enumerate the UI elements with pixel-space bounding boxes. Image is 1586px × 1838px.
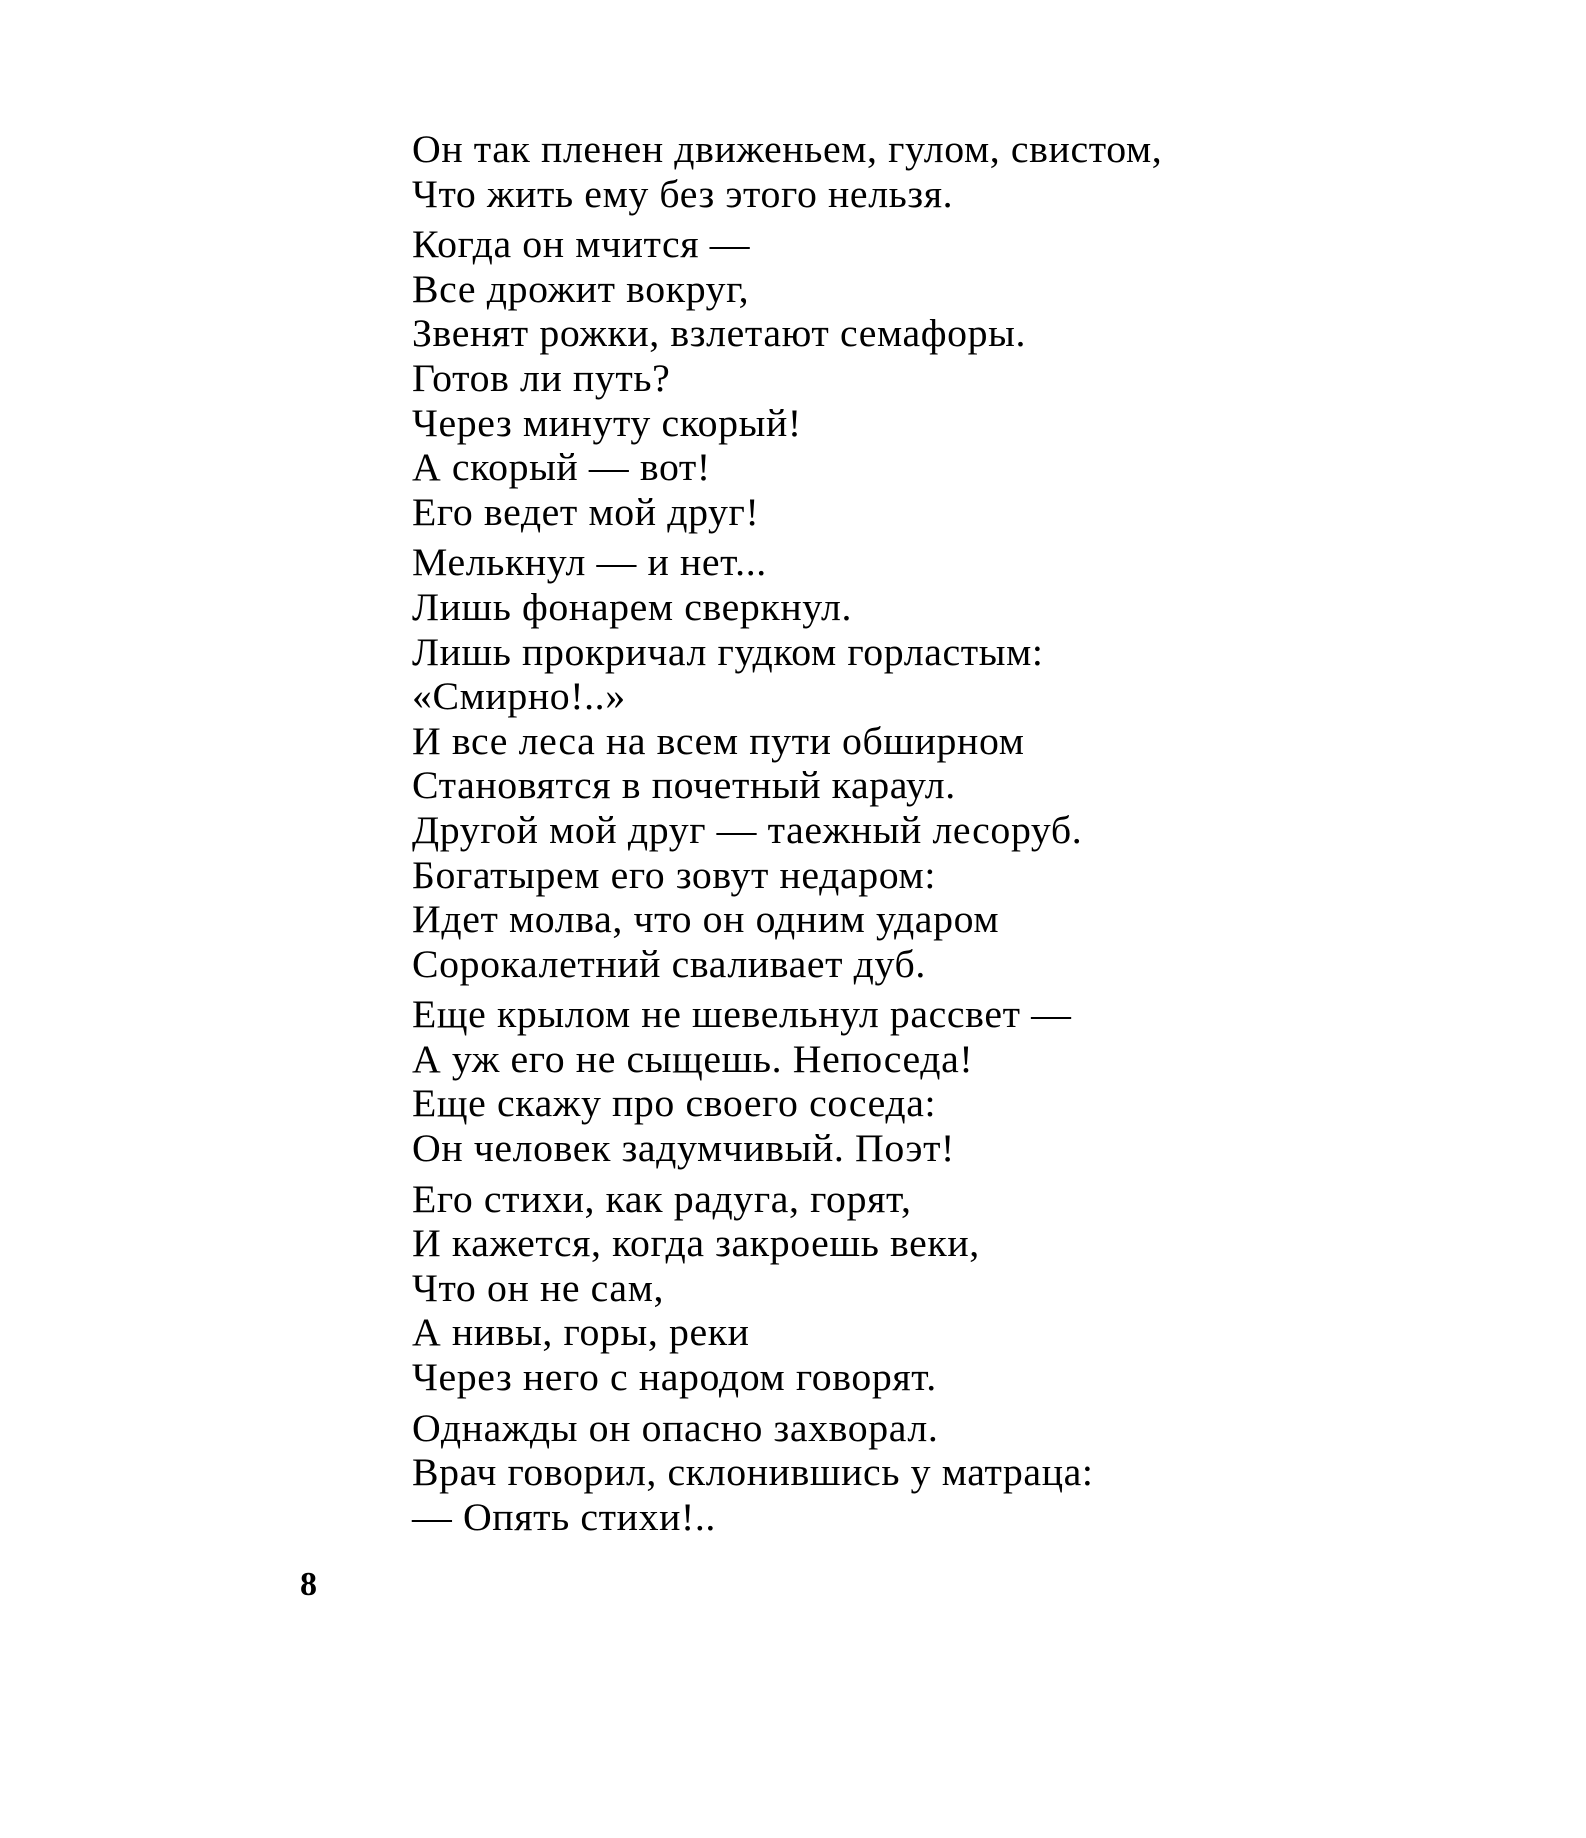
poem-line: Богатырем его зовут недаром: — [412, 853, 936, 897]
poem-line: А уж его не сыщешь. Непоседа! — [412, 1037, 974, 1081]
stanza-3 — [412, 541, 1312, 987]
poem-line: Еще скажу про своего соседа: — [412, 1082, 937, 1126]
poem-line: А скорый — вот! — [412, 446, 711, 490]
poem-line: Его стихи, как радуга, горят, — [412, 1177, 912, 1221]
page-number: 8 — [300, 1566, 317, 1603]
poem-line: Лишь фонарем сверкнул. — [412, 585, 853, 629]
poem-line: Через него с народом говорят. — [412, 1356, 937, 1400]
stanza-1 — [412, 128, 1312, 217]
poem-line: Лишь прокричал гудком горластым: — [412, 630, 1044, 674]
stanza-4 — [412, 993, 1312, 1171]
poem-line: Готов ли путь? — [412, 356, 671, 400]
poem-line: Мелькнул — и нет... — [412, 541, 767, 585]
poem-line: И все леса на всем пути обширном — [412, 719, 1025, 763]
poem-line: А нивы, горы, реки — [412, 1311, 750, 1355]
poem-line: Звенят рожки, взлетают семафоры. — [412, 312, 1027, 356]
poem-line: — Опять стихи!.. — [412, 1495, 716, 1539]
stanza-5 — [412, 1178, 1312, 1401]
poem-line: Еще крылом не шевельнул рассвет — — [412, 993, 1072, 1037]
poem-line: «Смирно!..» — [412, 675, 626, 719]
poem-line: Становятся в почетный караул. — [412, 764, 956, 808]
stanza-6 — [412, 1407, 1312, 1541]
poem-line: Однажды он опасно захворал. — [412, 1406, 939, 1450]
stanza-2 — [412, 223, 1312, 535]
poem-line: Сорокалетний сваливает дуб. — [412, 942, 926, 986]
poem-line: Врач говорил, склонившись у матраца: — [412, 1451, 1094, 1495]
poem-line: Он человек задумчивый. Поэт! — [412, 1127, 955, 1171]
poem-line: Идет молва, что он одним ударом — [412, 898, 1000, 942]
poem-line: Все дрожит вокруг, — [412, 267, 750, 311]
poem-line: Другой мой друг — таежный лесоруб. — [412, 808, 1083, 852]
poem-line: Что жить ему без этого нельзя. — [412, 172, 954, 216]
poem-line: Через минуту скорый! — [412, 401, 802, 445]
poem-text — [412, 128, 1312, 1540]
poem-line: Его ведет мой друг! — [412, 490, 760, 534]
poem-line: Когда он мчится — — [412, 223, 751, 267]
poem-line: Он так пленен движеньем, гулом, свистом, — [412, 128, 1163, 171]
poem-line: И кажется, когда закроешь веки, — [412, 1222, 980, 1266]
poem-line: Что он не сам, — [412, 1266, 665, 1310]
